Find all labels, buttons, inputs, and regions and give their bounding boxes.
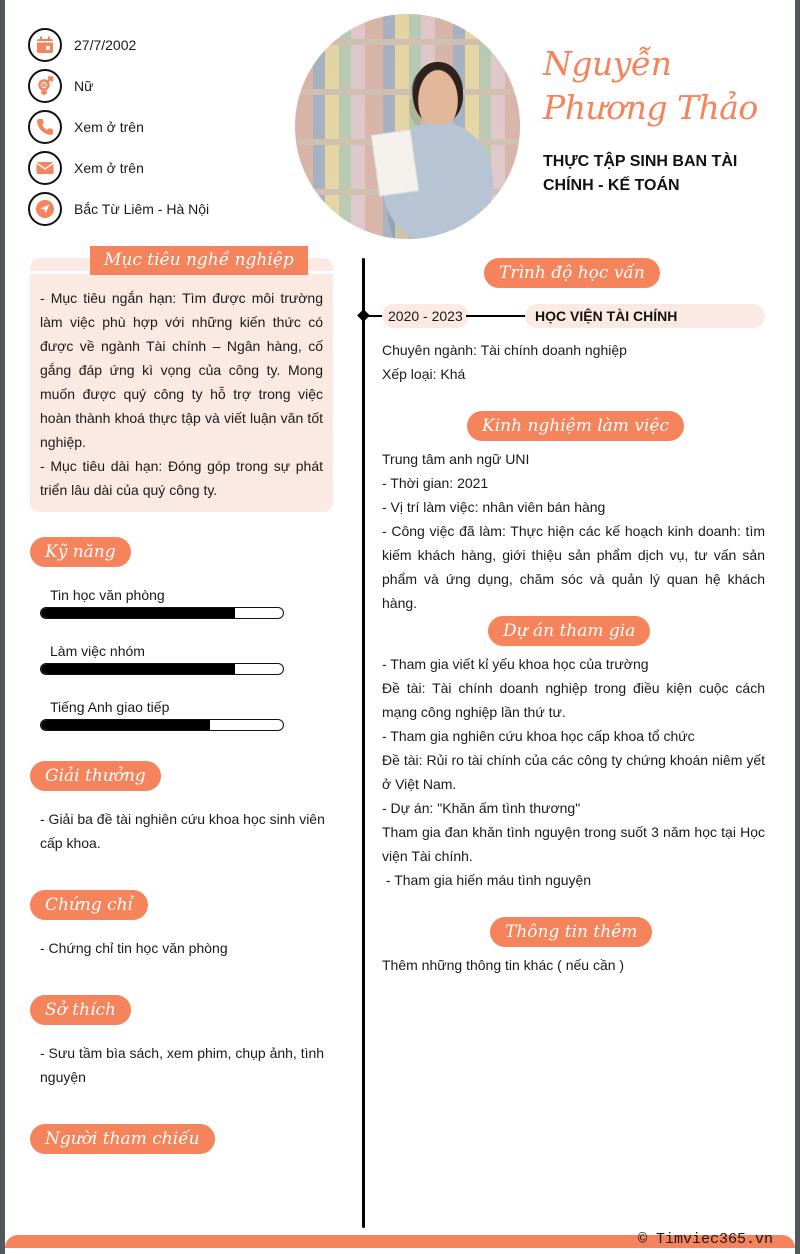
section-header-education: Trình độ học vấn bbox=[484, 258, 660, 288]
objective-short-term: - Mục tiêu ngắn hạn: Tìm được môi trường làm việc phù hợp với những kiến thức có được về ngành Tài chính – Ngân hàng, cố gắng đáp ứng kì vọng của công ty. Mong muốn được quý công ty hỗ trợ trong việc hoàn thành khoá thực tập và viết luận văn tốt nghiệp. bbox=[40, 290, 323, 450]
contact-phone bbox=[28, 106, 209, 147]
candidate-name: Nguyễn Phương Thảo bbox=[543, 44, 758, 127]
profile-photo bbox=[295, 14, 520, 239]
address-text: Bắc Từ Liêm - Hà Nội bbox=[74, 200, 210, 217]
calendar-icon bbox=[28, 28, 62, 62]
objective-text bbox=[40, 286, 323, 502]
project-line: Tham gia đan khăn tình nguyện trong suốt 3 năm học tại Học viện Tài chính. bbox=[382, 824, 765, 864]
contact-email bbox=[28, 147, 209, 188]
contact-address bbox=[28, 188, 209, 229]
experience-company: Trung tâm anh ngữ UNI bbox=[382, 451, 530, 467]
location-icon bbox=[28, 192, 62, 226]
section-header-skills: Kỹ năng bbox=[30, 537, 131, 567]
section-header-objective: Mục tiêu nghề nghiệp bbox=[90, 246, 308, 275]
phone-text: Xem ở trên bbox=[74, 118, 144, 135]
section-header-certificates: Chứng chỉ bbox=[30, 890, 148, 920]
project-line: Đề tài: Tài chính doanh nghiệp trong điều kiện cuộc cách mạng công nghiệp lần thứ tư. bbox=[382, 680, 765, 720]
gender-text: Nữ bbox=[74, 77, 94, 94]
skill-label: Tin học văn phòng bbox=[50, 587, 165, 603]
project-line: - Tham gia viết kỉ yếu khoa học của trường bbox=[382, 656, 649, 672]
hobbies-text: - Sưu tầm bìa sách, xem phim, chụp ảnh, tình nguyện bbox=[40, 1045, 325, 1085]
objective-long-term: - Mục tiêu dài hạn: Đóng góp trong sự phát triển lâu dài của quý công ty. bbox=[40, 458, 323, 498]
experience-content bbox=[382, 447, 765, 615]
contact-gender bbox=[28, 65, 209, 106]
skill-bar-fill bbox=[41, 664, 235, 674]
skill-bar-fill bbox=[41, 720, 210, 730]
timeline-line bbox=[362, 258, 365, 1228]
experience-duties: - Công việc đã làm: Thực hiện các kế hoạch kinh doanh: tìm kiếm khách hàng, giới thiệu sản phẩm dịch vụ, tư vấn sản phẩm và ứng dụng, chăm sóc và quản lý quan hệ khách hàng. bbox=[382, 523, 765, 611]
projects-content bbox=[382, 652, 765, 892]
footer-copyright: © Timviec365.vn bbox=[637, 1231, 773, 1248]
contact-list bbox=[28, 24, 209, 229]
mail-icon bbox=[28, 151, 62, 185]
education-school: HỌC VIỆN TÀI CHÍNH bbox=[525, 304, 765, 328]
experience-position: - Vị trí làm việc: nhân viên bán hàng bbox=[382, 499, 606, 515]
section-header-projects: Dự án tham gia bbox=[488, 616, 650, 646]
book-in-photo bbox=[371, 130, 419, 197]
project-line: - Tham gia hiến máu tình nguyện bbox=[382, 872, 592, 888]
skill-bar-fill bbox=[41, 608, 235, 618]
phone-icon bbox=[28, 110, 62, 144]
birthday-text: 27/7/2002 bbox=[74, 36, 137, 53]
skill-bar bbox=[40, 607, 284, 619]
education-major: Chuyên ngành: Tài chính doanh nghiệp bbox=[382, 342, 627, 358]
section-header-awards: Giải thưởng bbox=[30, 761, 161, 791]
project-line: - Tham gia nghiên cứu khoa học cấp khoa tổ chức bbox=[382, 728, 695, 744]
skill-bar bbox=[40, 663, 284, 675]
contact-birthday bbox=[28, 24, 209, 65]
section-header-hobbies: Sở thích bbox=[30, 995, 131, 1025]
skill-label: Tiếng Anh giao tiếp bbox=[50, 699, 170, 715]
additional-text: Thêm những thông tin khác ( nếu cần ) bbox=[382, 957, 625, 973]
cv-page bbox=[5, 0, 795, 1254]
gender-icon bbox=[28, 69, 62, 103]
education-years: 2020 - 2023 bbox=[382, 304, 469, 328]
project-line: Đề tài: Rủi ro tài chính của các công ty chứng khoán niêm yết ở Việt Nam. bbox=[382, 752, 765, 792]
experience-period: - Thời gian: 2021 bbox=[382, 475, 489, 491]
email-text: Xem ở trên bbox=[74, 159, 144, 176]
job-title: THỰC TẬP SINH BAN TÀI CHÍNH - KẾ TOÁN bbox=[543, 153, 738, 194]
education-grade: Xếp loại: Khá bbox=[382, 366, 466, 382]
skill-bar bbox=[40, 719, 284, 731]
project-line: - Dự án: "Khăn ấm tình thương" bbox=[382, 800, 581, 816]
section-header-additional: Thông tin thêm bbox=[490, 917, 652, 947]
awards-text: - Giải ba đề tài nghiên cứu khoa học sinh viên cấp khoa. bbox=[40, 811, 325, 851]
education-connector bbox=[466, 315, 526, 317]
skill-label: Làm việc nhóm bbox=[50, 643, 145, 659]
certificates-text: - Chứng chỉ tin học văn phòng bbox=[40, 940, 228, 956]
section-header-experience: Kinh nghiệm làm việc bbox=[467, 411, 684, 441]
section-header-references: Người tham chiếu bbox=[30, 1124, 215, 1154]
